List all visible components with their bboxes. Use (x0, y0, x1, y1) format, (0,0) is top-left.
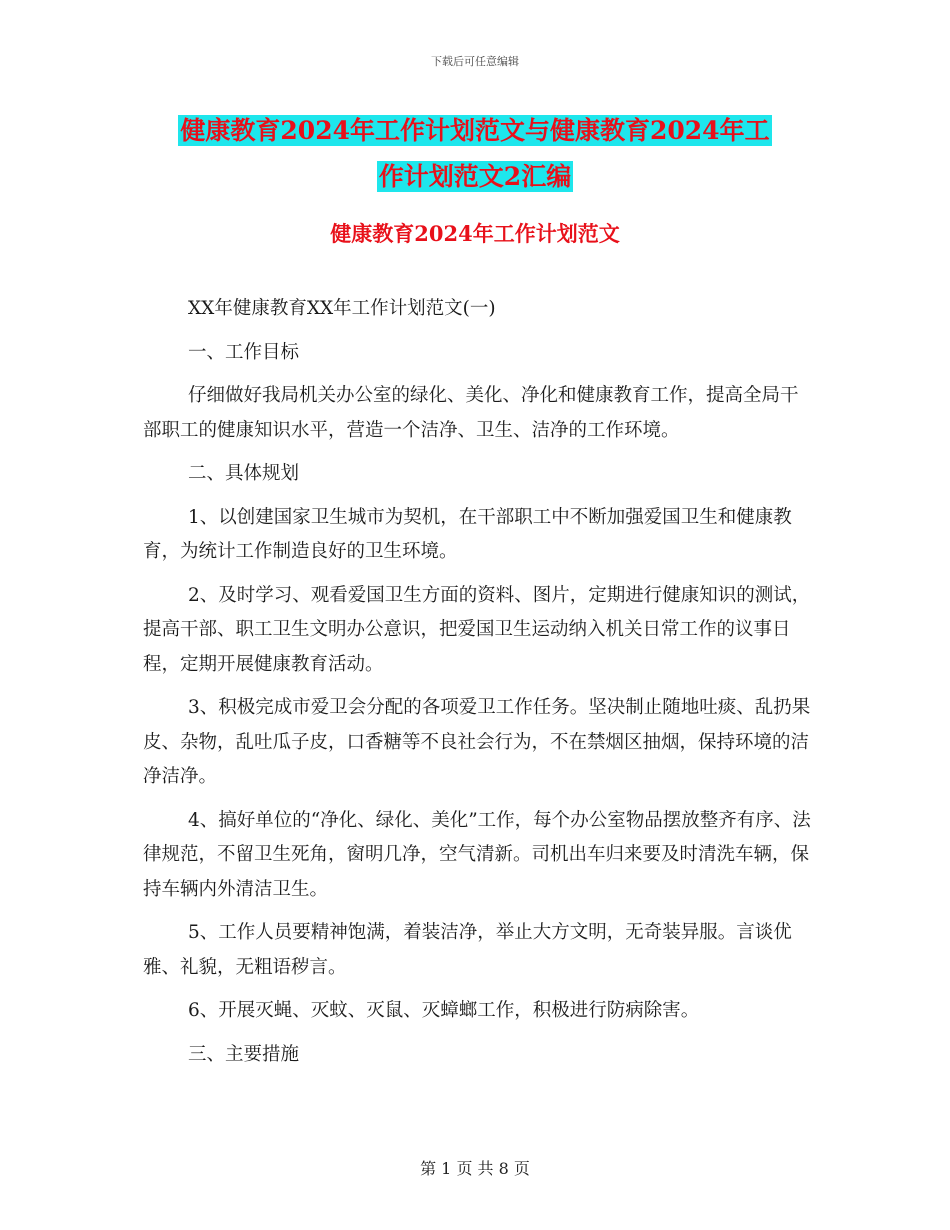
paragraph: 6、开展灭蝇、灭蚊、灭鼠、灭蟑螂工作，积极进行防病除害。 (188, 1000, 700, 1021)
paragraph: 4、搞好单位的“净化、绿化、美化”工作，每个办公室物品摆放整齐有序、法律规范，不留卫生死角，窗明几净，空气清新。司机出车归来要及时清洗车辆，保持车辆内外清洁卫生。 (143, 809, 811, 900)
paragraph: 一、工作目标 (188, 341, 300, 363)
title-line-1: 健康教育2024年工作计划范文与健康教育2024年工 (180, 116, 770, 145)
paragraph: 1、以创建国家卫生城市为契机，在干部职工中不断加强爱国卫生和健康教育，为统计工作制造良好的卫生环境。 (143, 506, 792, 562)
paragraph: 5、工作人员要精神饱满，着装洁净，举止大方文明，无奇装异服。言谈优雅、礼貌，无粗语秽言。 (143, 922, 792, 978)
paragraph: 三、主要措施 (188, 1043, 300, 1065)
title-line-2: 作计划范文2汇编 (378, 162, 572, 191)
paragraph: 3、积极完成市爱卫会分配的各项爱卫工作任务。坚决制止随地吐痰、乱扔果皮、杂物，乱吐瓜子皮，口香糖等不良社会行为，不在禁烟区抽烟，保持环境的洁净洁净。 (143, 697, 811, 787)
paragraph: 2、及时学习、观看爱国卫生方面的资料、图片，定期进行健康知识的测试，提高干部、职工卫生文明办公意识，把爱国卫生运动纳入机关日常工作的议事日程，定期开展健康教育活动。 (143, 584, 811, 675)
page-header-note: 下载后可任意编辑 (431, 55, 519, 68)
document-title (0, 108, 950, 200)
paragraph: 二、具体规划 (188, 463, 300, 484)
page-number: 第 1 页 共 8 页 (420, 1159, 530, 1178)
section-title: 健康教育2024年工作计划范文 (330, 221, 620, 246)
paragraph: XX年健康教育XX年工作计划范文(一) (188, 298, 496, 319)
document-body (143, 292, 811, 1081)
paragraph: 仔细做好我局机关办公室的绿化、美化、净化和健康教育工作，提高全局干部职工的健康知识水平，营造一个洁净、卫生、洁净的工作环境。 (143, 385, 799, 441)
